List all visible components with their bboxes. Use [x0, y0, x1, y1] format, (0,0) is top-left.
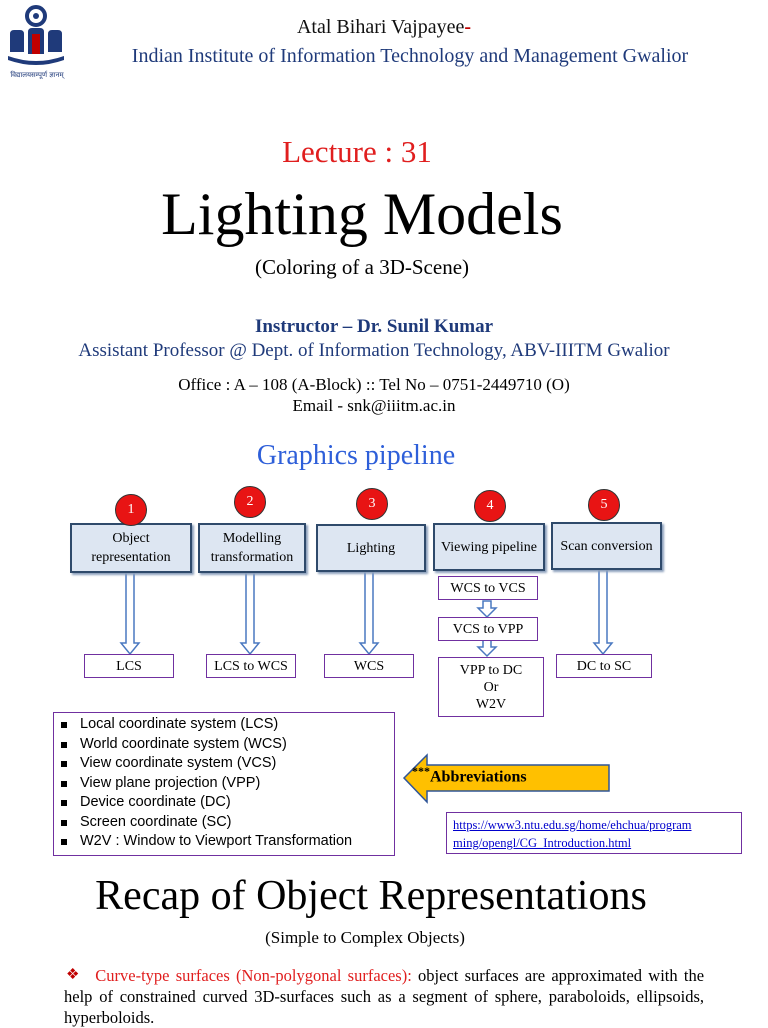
arrow-sub-2 — [478, 640, 496, 656]
abbreviations-list — [54, 713, 394, 852]
abbreviations-label: ***Abbreviations — [412, 764, 527, 786]
office-contact: Office : A – 108 (A-Block) :: Tel No – 0751-2449710 (O) — [178, 375, 570, 394]
list-item: View coordinate system (VCS) — [80, 754, 394, 774]
output-line: W2V — [475, 696, 507, 712]
output-line: Or — [483, 679, 499, 695]
step-viewing-pipeline: Viewing pipeline — [433, 523, 545, 571]
substep-wcs-to-vcs: WCS to VCS — [438, 576, 538, 600]
output-lcs-to-wcs: LCS to WCS — [206, 654, 296, 678]
substep-vcs-to-vpp: VCS to VPP — [438, 617, 538, 641]
arrow-step-5 — [594, 568, 612, 654]
list-item: View plane projection (VPP) — [80, 774, 394, 794]
output-lcs: LCS — [84, 654, 174, 678]
step-modelling-transformation: Modelling transformation — [198, 523, 306, 573]
output-line: VPP to DC — [459, 662, 523, 678]
arrow-sub-1 — [478, 601, 496, 617]
output-wcs: WCS — [324, 654, 414, 678]
instructor-name: Instructor – Dr. Sunil Kumar — [254, 316, 494, 337]
reference-link-box — [446, 812, 742, 854]
instructor-designation: Assistant Professor @ Dept. of Information Technology, ABV-IIITM Gwalior — [78, 340, 670, 361]
step-number-2: 2 — [234, 486, 266, 518]
step-number-1: 1 — [115, 494, 147, 526]
diamond-bullet-icon: ❖ — [66, 967, 80, 983]
institute-name-line2: Indian Institute of Information Technology and Management Gwalior — [131, 45, 689, 67]
step-number-3: 3 — [356, 488, 388, 520]
recap-subtitle: (Simple to Complex Objects) — [265, 928, 465, 947]
list-item: Screen coordinate (SC) — [80, 813, 394, 833]
step-number-5: 5 — [588, 489, 620, 521]
arrow-step-3 — [360, 570, 378, 654]
lecture-title: Lighting Models — [161, 181, 563, 247]
lecture-subtitle: (Coloring of a 3D-Scene) — [254, 255, 470, 279]
output-vpp-to-dc — [438, 657, 544, 717]
recap-title: Recap of Object Representations — [95, 873, 647, 919]
list-item: Local coordinate system (LCS) — [80, 715, 394, 735]
step-lighting: Lighting — [316, 524, 426, 572]
email-contact: Email - snk@iiitm.ac.in — [292, 396, 456, 415]
logo-caption: विद्यालयसम्पूर्ण ज्ञानम् — [10, 71, 64, 79]
lecture-number: Lecture : 31 — [282, 134, 432, 169]
pipeline-title: Graphics pipeline — [256, 440, 456, 471]
step-scan-conversion: Scan conversion — [551, 522, 662, 570]
recap-paragraph: Curve-type surfaces (Non-polygonal surfaces): object surfaces are approximated with the help of constrained curved 3D-surfaces such as a segment of sphere, paraboloids, ellipsoids, hyperboloids. — [64, 966, 705, 1027]
arrow-step-2 — [241, 571, 259, 654]
abbreviations-box — [53, 712, 395, 856]
list-item: Device coordinate (DC) — [80, 793, 394, 813]
list-item: World coordinate system (WCS) — [80, 735, 394, 755]
reference-link[interactable]: https://www3.ntu.edu.sg/home/ehchua/program ming/opengl/CG_Introduction.html — [453, 818, 692, 850]
output-dc-to-sc: DC to SC — [556, 654, 652, 678]
list-item: W2V : Window to Viewport Transformation — [80, 832, 394, 852]
step-number-4: 4 — [474, 490, 506, 522]
step-object-representation: Object representation — [70, 523, 192, 573]
institute-name-line1: Atal Bihari Vajpayee- — [296, 16, 472, 38]
arrow-step-1 — [121, 571, 139, 654]
